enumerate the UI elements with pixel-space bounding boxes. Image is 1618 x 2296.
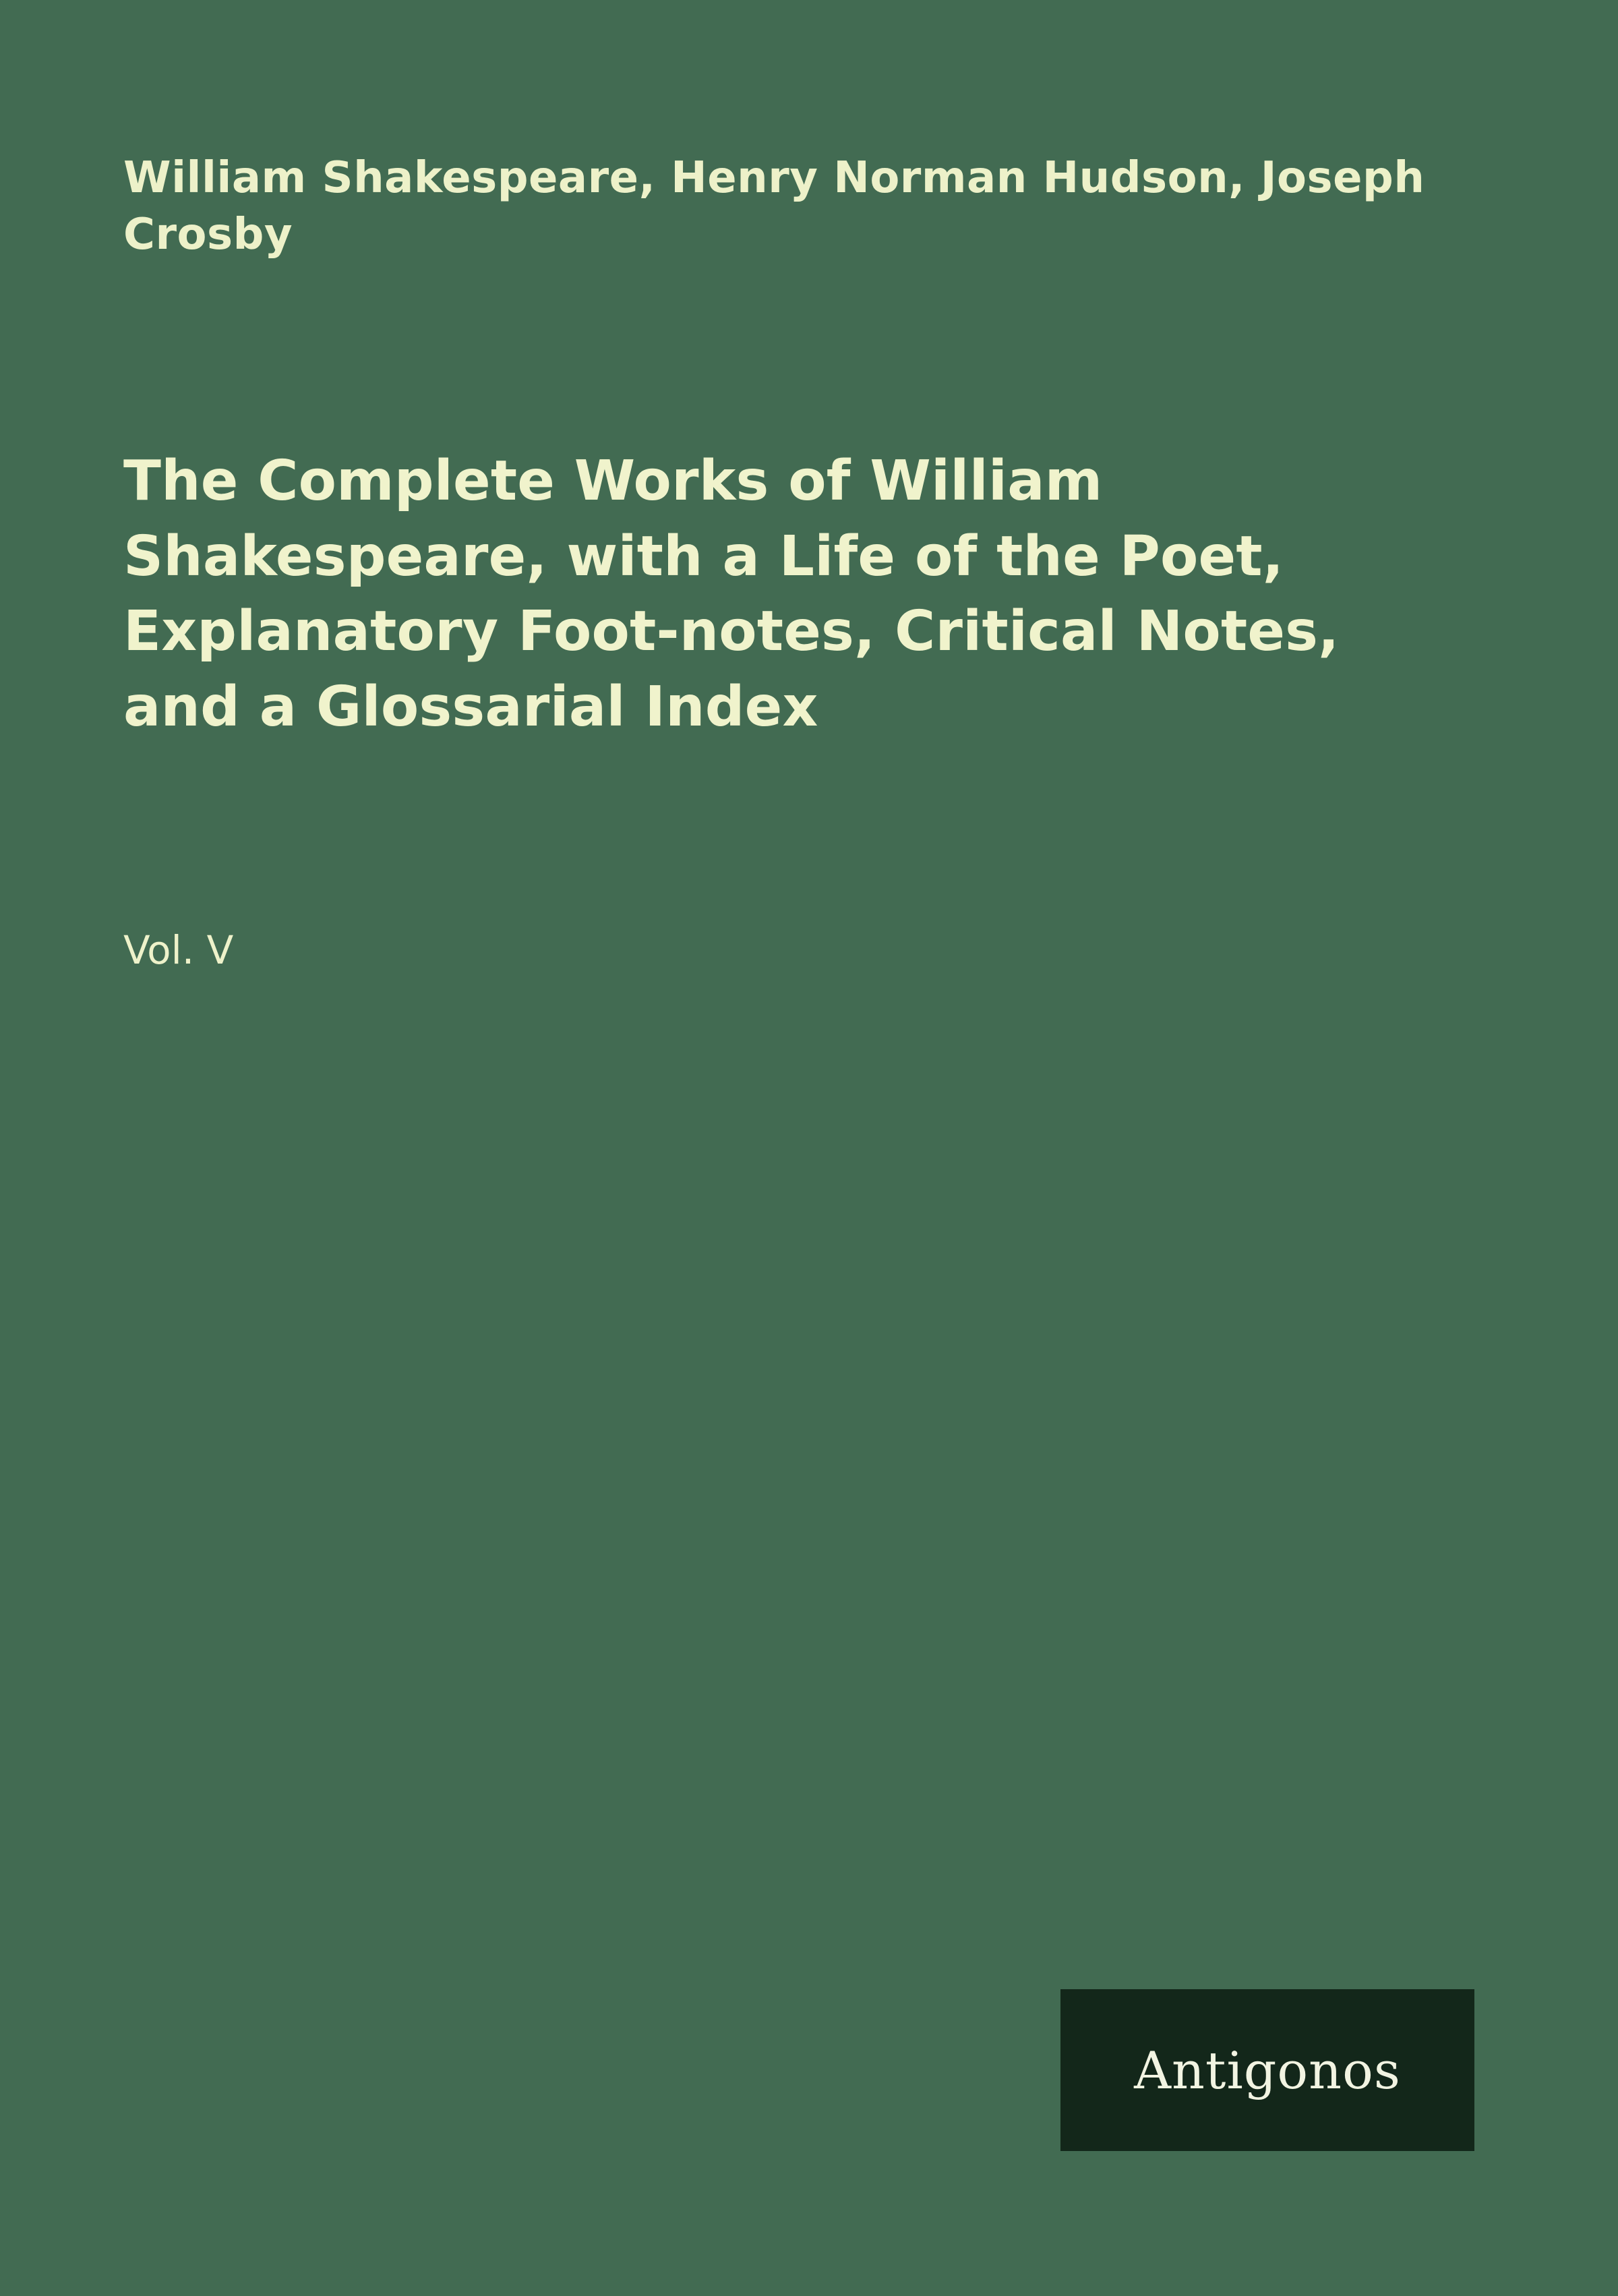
- volume-subtitle: Vol. V: [123, 927, 234, 973]
- publisher-name: Antigonos: [1134, 2040, 1401, 2100]
- author-names: William Shakespeare, Henry Norman Hudson, Joseph Crosby: [123, 153, 1425, 260]
- publisher-logo: [1060, 1989, 1474, 2151]
- book-title: The Complete Works of William Shakespeare, with a Life of the Poet, Explanatory Foot-notes, Critical Notes, and a Glossarial Index: [123, 449, 1340, 739]
